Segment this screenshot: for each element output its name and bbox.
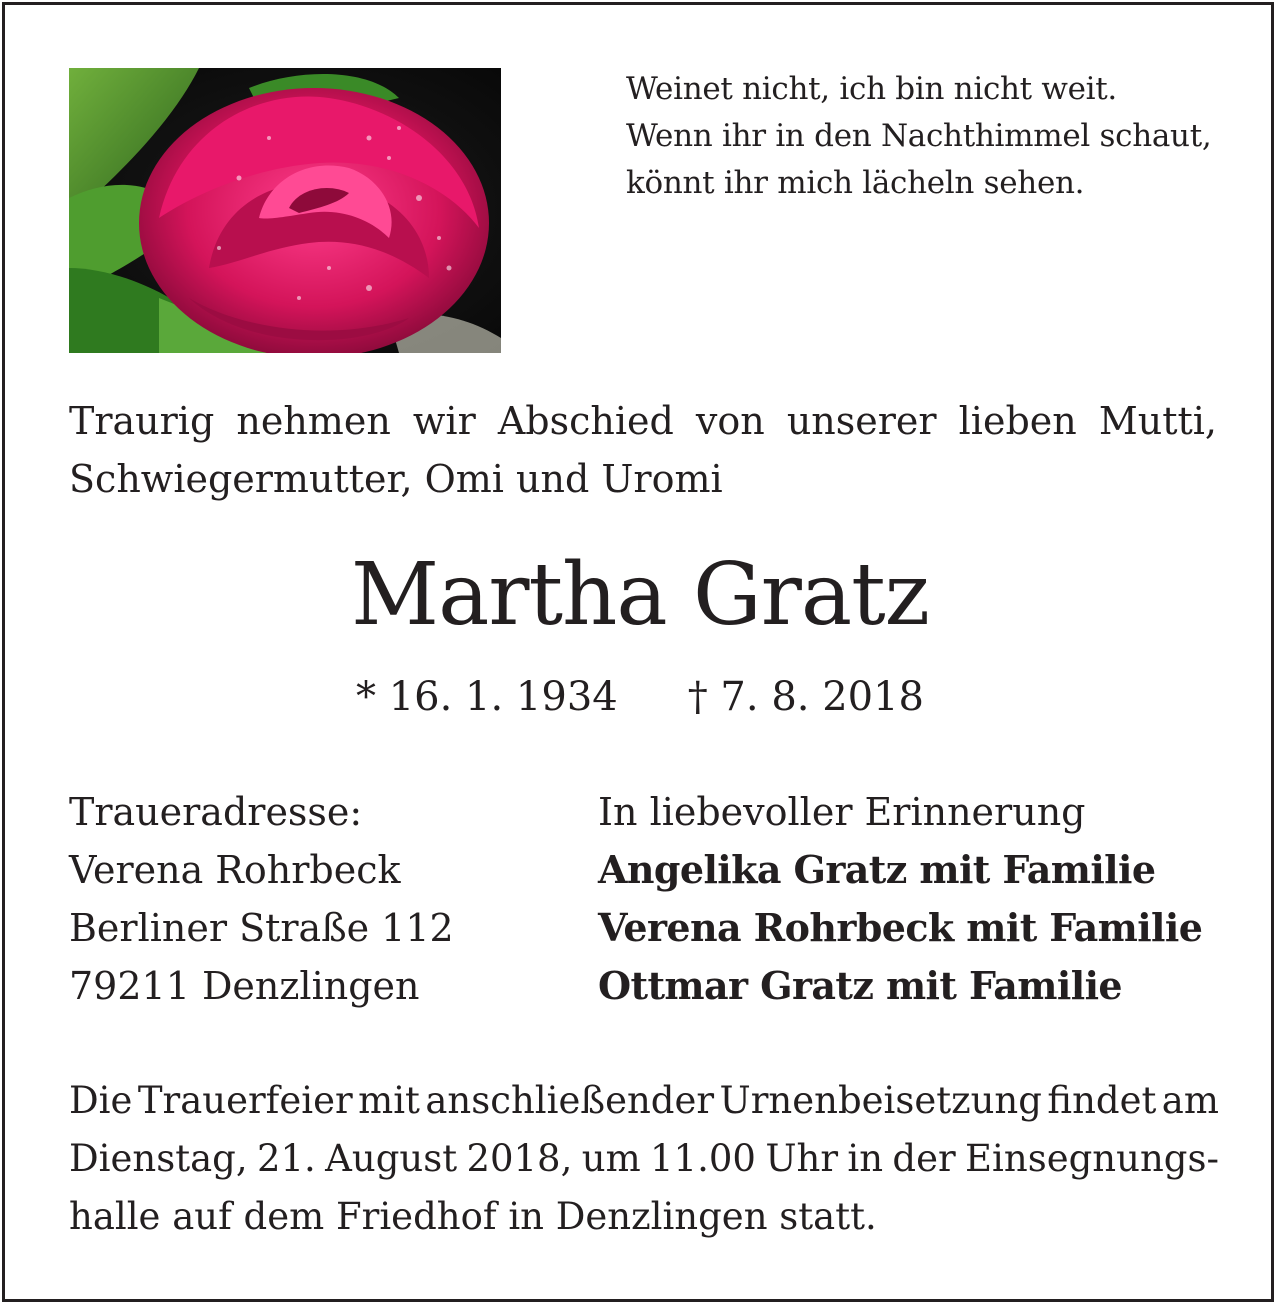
word: nehmen [236, 399, 391, 443]
family-signatures [598, 783, 1238, 1015]
word: mit [358, 1079, 420, 1122]
word: Einsegnungs- [965, 1137, 1219, 1180]
address-label: Traueradresse: [69, 790, 363, 834]
address-name: Verena Rohrbeck [69, 848, 401, 892]
word: am [1161, 1079, 1219, 1122]
word: in [847, 1137, 884, 1180]
word: Die [69, 1079, 133, 1122]
family-heading: In liebevoller Erinnerung [598, 790, 1086, 834]
word: Abschied [497, 399, 674, 443]
word: anschließender [425, 1079, 715, 1122]
word: 21. [256, 1137, 316, 1180]
word: der [892, 1137, 956, 1180]
intro-text [69, 392, 1217, 508]
poem-line: könnt ihr mich lächeln sehen. [626, 165, 1085, 201]
word: 2018, [466, 1137, 573, 1180]
word: von [695, 399, 765, 443]
ceremony-line [69, 1072, 1219, 1130]
ceremony-line: halle auf dem Friedhof in Denzlingen statt. [69, 1195, 877, 1238]
word: wir [412, 399, 476, 443]
ceremony-line [69, 1130, 1219, 1188]
deceased-name: Martha Gratz [351, 545, 929, 645]
word: Mutti, [1098, 399, 1217, 443]
word: Dienstag, [69, 1137, 248, 1180]
poem-line: Weinet nicht, ich bin nicht weit. [626, 71, 1117, 107]
word: unserer [786, 399, 937, 443]
address-city: 79211 Denzlingen [69, 964, 420, 1008]
word: um [581, 1137, 641, 1180]
address-street: Berliner Straße 112 [69, 906, 454, 950]
word: 11.00 [650, 1137, 756, 1180]
family-member: Angelika Gratz mit Familie [598, 847, 1156, 892]
word: Uhr [765, 1137, 839, 1180]
family-member: Ottmar Gratz mit Familie [598, 963, 1122, 1008]
intro-line-2: Schwiegermutter, Omi und Uromi [69, 457, 723, 501]
intro-line-1 [69, 392, 1217, 450]
word: Urnenbeisetzung [719, 1079, 1042, 1122]
birth-date: * 16. 1. 1934 [356, 674, 618, 720]
life-dates [0, 668, 1280, 726]
ceremony-text [69, 1072, 1219, 1246]
death-date: † 7. 8. 2018 [687, 674, 924, 720]
word: findet [1047, 1079, 1157, 1122]
word: Trauerfeier [137, 1079, 353, 1122]
poem [626, 66, 1246, 207]
word: August [325, 1137, 458, 1180]
rose-icon [69, 68, 501, 353]
family-member: Verena Rohrbeck mit Familie [598, 905, 1203, 950]
poem-line: Wenn ihr in den Nachthimmel schaut, [626, 118, 1212, 154]
word: Traurig [69, 399, 215, 443]
rose-photo [69, 68, 501, 353]
mourning-address [69, 783, 569, 1015]
word: lieben [958, 399, 1077, 443]
